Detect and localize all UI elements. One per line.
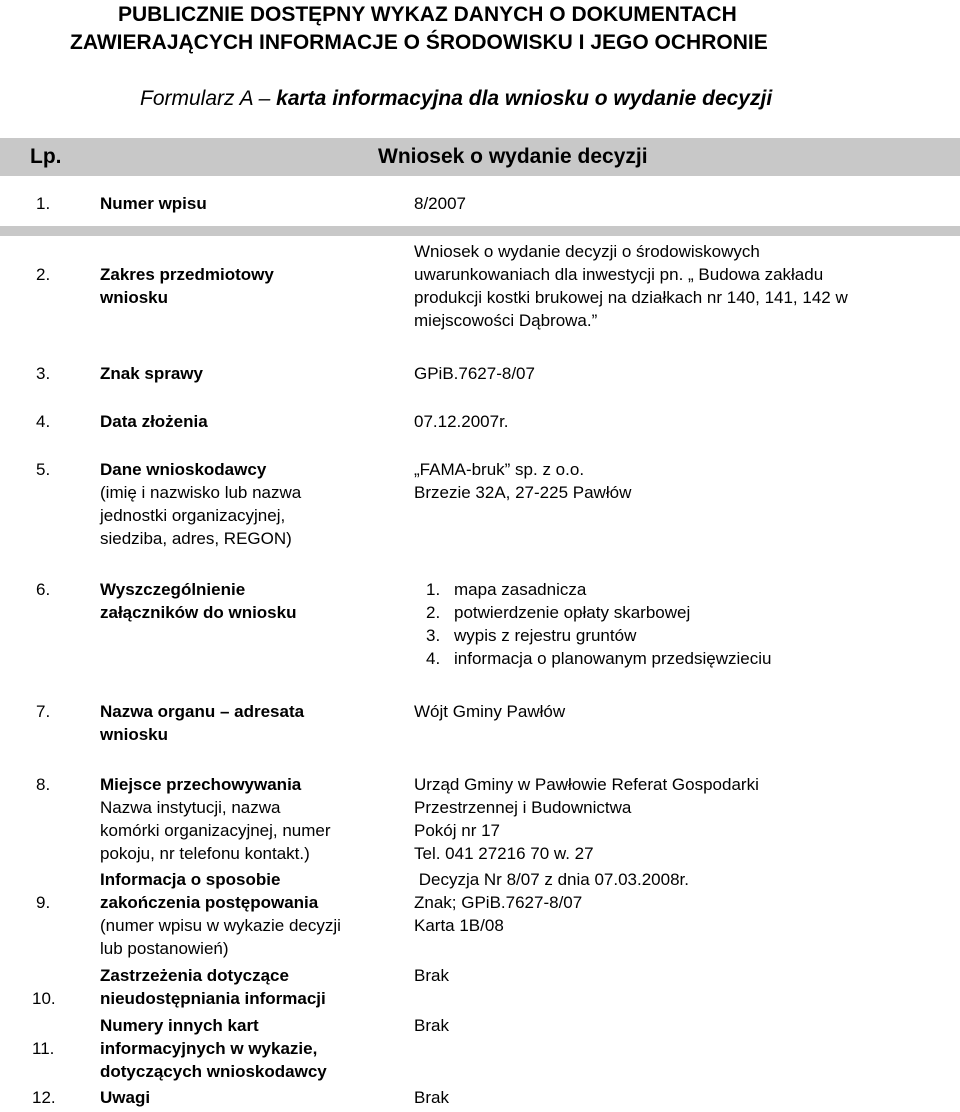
attachments-list	[426, 578, 960, 670]
document-title-line-1: PUBLICZNIE DOSTĘPNY WYKAZ DANYCH O DOKUMENTACH	[118, 3, 737, 26]
label-line: Miejsce przechowywania	[100, 775, 302, 794]
row-number: 11.	[32, 1039, 55, 1058]
column-header-lp: Lp.	[30, 145, 62, 168]
label-line: nieudostępniania informacji	[100, 989, 326, 1008]
document-title-line-2: ZAWIERAJĄCYCH INFORMACJE O ŚRODOWISKU I JEGO OCHRONIE	[70, 31, 768, 54]
value-line: Decyzja Nr 8/07 z dnia 07.03.2008r.	[414, 870, 689, 889]
row-number: 2.	[36, 265, 51, 284]
value-line: Tel. 041 27216 70 w. 27	[414, 844, 594, 863]
list-item: 1. mapa zasadnicza	[426, 580, 587, 599]
label-line: informacyjnych w wykazie,	[100, 1039, 318, 1058]
label-line: wniosku	[100, 288, 169, 307]
form-subtitle	[140, 86, 772, 112]
row-number: 10.	[32, 989, 56, 1008]
label-line: dotyczących wnioskodawcy	[100, 1062, 327, 1081]
column-header-title: Wniosek o wydanie decyzji	[378, 145, 648, 168]
row-number: 7.	[36, 702, 51, 721]
label-line: lub postanowień)	[100, 939, 229, 958]
label-line: wniosku	[100, 725, 169, 744]
label-line: komórki organizacyjnej, numer	[100, 821, 331, 840]
value-line: produkcji kostki brukowej na działkach nr 140, 141, 142 w	[414, 288, 848, 307]
label-line: siedziba, adres, REGON)	[100, 529, 292, 548]
list-item: 4. informacja o planowanym przedsięwzieciu	[426, 649, 772, 668]
row-label: Data złożenia	[100, 412, 208, 431]
row-number: 4.	[36, 412, 51, 431]
label-line: (imię i nazwisko lub nazwa	[100, 483, 302, 502]
label-line: załączników do wniosku	[100, 603, 297, 622]
value-line: Brzezie 32A, 27-225 Pawłów	[414, 483, 632, 502]
label-line: Zakres przedmiotowy	[100, 265, 274, 284]
row-value: Brak	[414, 966, 449, 985]
value-line: Karta 1B/08	[414, 916, 504, 935]
label-line: Dane wnioskodawcy	[100, 460, 267, 479]
value-line: uwarunkowaniach dla inwestycji pn. „ Budowa zakładu	[414, 265, 824, 284]
row-number: 8.	[36, 775, 51, 794]
row-label: Numer wpisu	[100, 194, 207, 213]
row-value: Brak	[414, 1016, 449, 1035]
subtitle-prefix: Formularz A –	[140, 87, 277, 110]
value-line: Wniosek o wydanie decyzji o środowiskowych	[414, 242, 760, 261]
list-item: 3. wypis z rejestru gruntów	[426, 626, 637, 645]
value-line: Znak; GPiB.7627-8/07	[414, 893, 583, 912]
label-line: zakończenia postępowania	[100, 893, 319, 912]
row-value: GPiB.7627-8/07	[414, 364, 535, 383]
value-line: miejscowości Dąbrowa.”	[414, 311, 598, 330]
row-number: 1.	[36, 194, 51, 213]
value-line: Urząd Gminy w Pawłowie Referat Gospodarki	[414, 775, 759, 794]
row-value: Brak	[414, 1088, 449, 1107]
label-line: jednostki organizacyjnej,	[100, 506, 286, 525]
label-line: Nazwa instytucji, nazwa	[100, 798, 281, 817]
row-number: 5.	[36, 460, 51, 479]
label-line: Numery innych kart	[100, 1016, 259, 1035]
label-line: (numer wpisu w wykazie decyzji	[100, 916, 341, 935]
row-label: Znak sprawy	[100, 364, 203, 383]
label-line: Informacja o sposobie	[100, 870, 281, 889]
label-line: Wyszczególnienie	[100, 580, 246, 599]
label-line: Nazwa organu – adresata	[100, 702, 305, 721]
value-line: Przestrzennej i Budownictwa	[414, 798, 632, 817]
row-separator-bar	[0, 226, 960, 236]
value-line: „FAMA-bruk” sp. z o.o.	[414, 460, 585, 479]
label-line: pokoju, nr telefonu kontakt.)	[100, 844, 310, 863]
row-value: 07.12.2007r.	[414, 412, 509, 431]
subtitle-bold: karta informacyjna dla wniosku o wydanie decyzji	[276, 87, 773, 110]
row-number: 9.	[36, 893, 51, 912]
row-number: 6.	[36, 580, 51, 599]
label-line: Zastrzeżenia dotyczące	[100, 966, 289, 985]
row-value: 8/2007	[414, 194, 466, 213]
row-number: 12.	[32, 1088, 56, 1107]
row-label: Uwagi	[100, 1088, 151, 1107]
row-value: Wójt Gminy Pawłów	[414, 702, 566, 721]
row-number: 3.	[36, 364, 51, 383]
value-line: Pokój nr 17	[414, 821, 500, 840]
list-item: 2. potwierdzenie opłaty skarbowej	[426, 603, 691, 622]
